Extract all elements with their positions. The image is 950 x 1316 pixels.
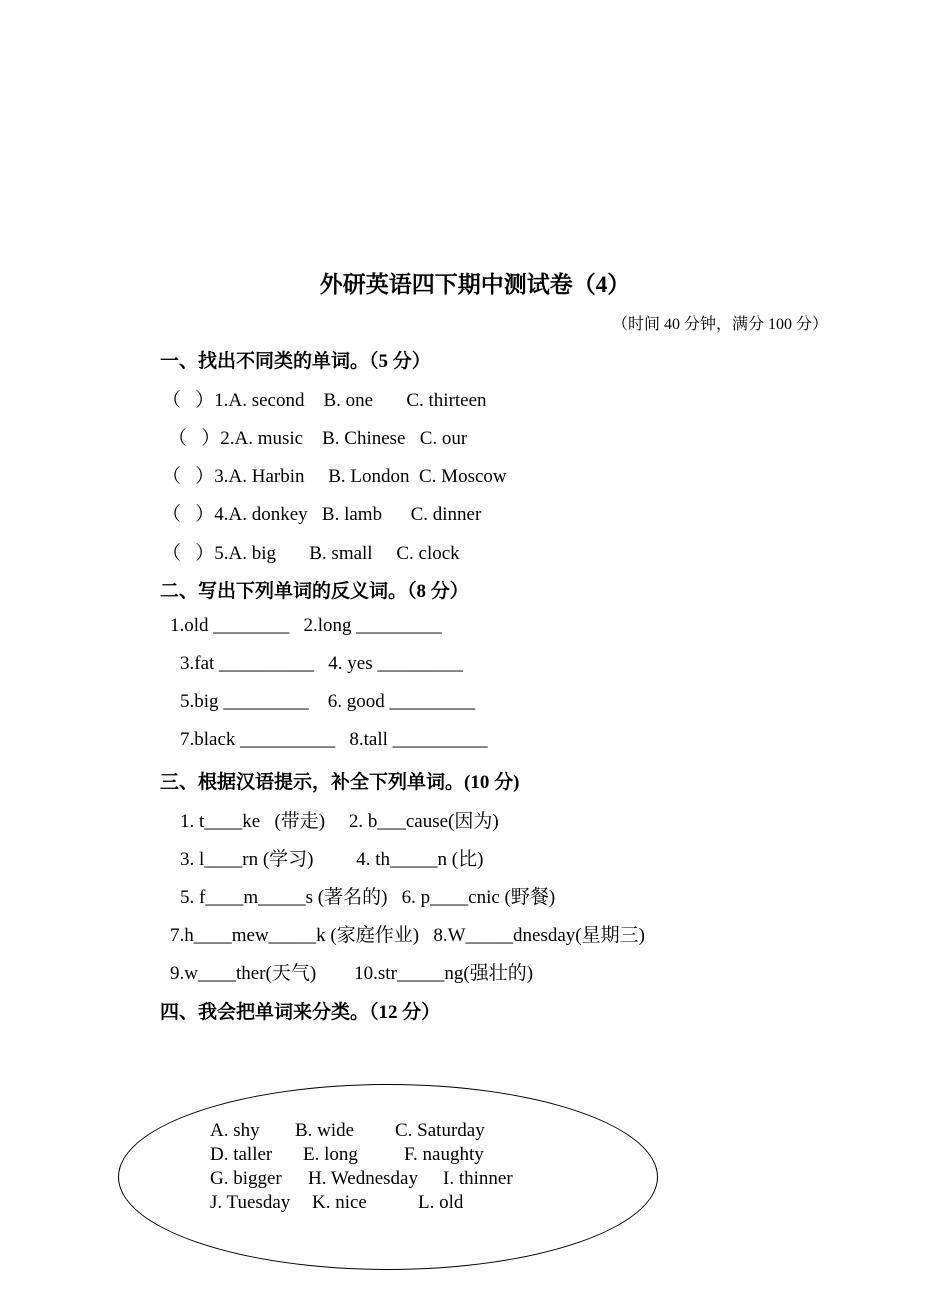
- question-line: （ ）5.A. big B. small C. clock: [162, 543, 460, 564]
- question-line: （ ）3.A. Harbin B. London C. Moscow: [162, 466, 507, 487]
- question-line: 7.h____mew_____k (家庭作业) 8.W_____dnesday(星期三): [170, 925, 645, 946]
- word-bank-item: D. taller: [210, 1144, 273, 1165]
- exam-info: （时间 40 分钟，满分 100 分）: [611, 316, 828, 333]
- word-bank-item: C. Saturday: [395, 1120, 485, 1141]
- word-bank-item: A. shy: [210, 1120, 260, 1141]
- section-1-heading: 一、找出不同类的单词。（5 分）: [160, 351, 431, 372]
- word-bank-item: G. bigger: [210, 1168, 282, 1189]
- question-line: （ ）1.A. second B. one C. thirteen: [162, 390, 487, 411]
- question-line: 7.black __________ 8.tall __________: [180, 729, 488, 750]
- question-line: 1.old ________ 2.long _________: [170, 615, 442, 636]
- word-bank-item: L. old: [418, 1192, 464, 1213]
- question-line: 3.fat __________ 4. yes _________: [180, 653, 463, 674]
- section-2-heading: 二、写出下列单词的反义词。（8 分）: [160, 581, 469, 602]
- section-3-heading: 三、根据汉语提示，补全下列单词。(10 分): [160, 772, 520, 793]
- question-line: （ ）2.A. music B. Chinese C. our: [168, 428, 468, 449]
- question-line: 1. t____ke (带走) 2. b___cause(因为): [180, 811, 499, 832]
- question-line: 5. f____m_____s (著名的) 6. p____cnic (野餐): [180, 887, 556, 908]
- question-line: 9.w____ther(天气) 10.str_____ng(强壮的): [170, 963, 534, 984]
- section-4-heading: 四、我会把单词来分类。（12 分）: [160, 1002, 441, 1023]
- page-title: 外研英语四下期中测试卷（4）: [319, 272, 631, 297]
- word-bank-item: B. wide: [295, 1120, 355, 1141]
- word-bank-item: K. nice: [312, 1192, 367, 1213]
- word-bank-item: F. naughty: [404, 1144, 484, 1165]
- word-bank-item: H. Wednesday: [308, 1168, 418, 1189]
- question-line: （ ）4.A. donkey B. lamb C. dinner: [162, 504, 482, 525]
- word-bank-item: J. Tuesday: [210, 1192, 291, 1213]
- word-bank-item: E. long: [303, 1144, 358, 1165]
- question-line: 5.big _________ 6. good _________: [180, 691, 476, 712]
- word-bank-item: I. thinner: [443, 1168, 513, 1189]
- question-line: 3. l____rn (学习) 4. th_____n (比): [180, 849, 484, 870]
